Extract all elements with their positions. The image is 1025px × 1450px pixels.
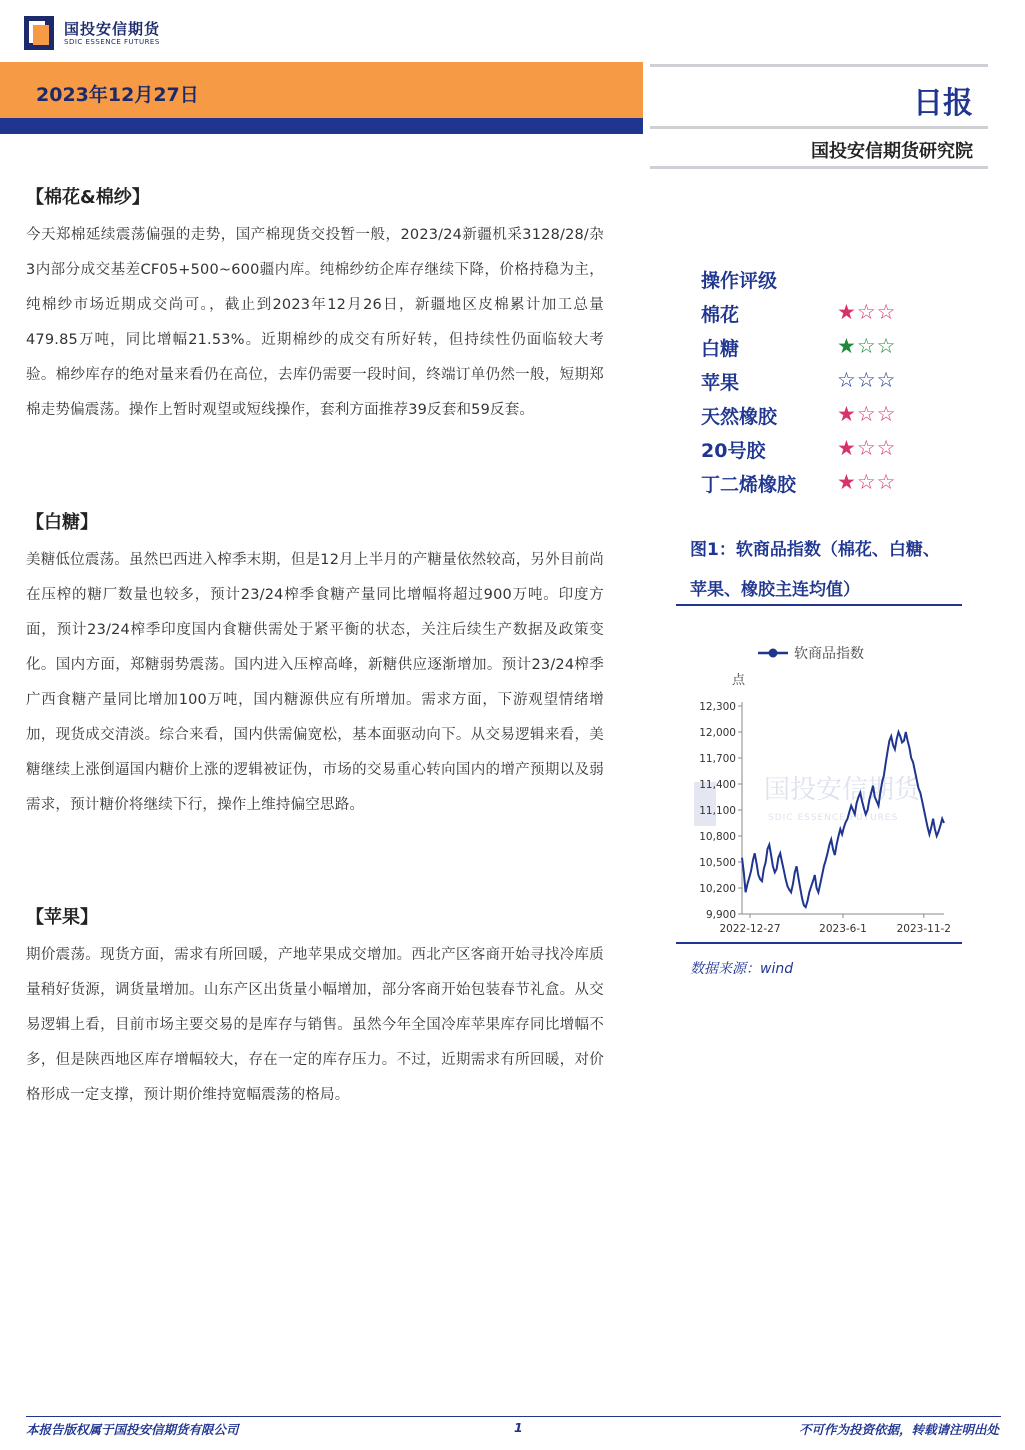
y-tick-label: 10,200 (699, 883, 736, 895)
section-title-apple: 【苹果】 (26, 907, 98, 928)
footer-disclaimer: 不可作为投资依据，转载请注明出处 (798, 1422, 999, 1437)
y-tick-label: 11,100 (699, 805, 736, 817)
watermark-subtext: SDIC ESSENCE FUTURES (768, 813, 899, 823)
report-type: 日报 (913, 86, 973, 121)
watermark-text: 国投安信期货 (764, 775, 921, 805)
x-tick-label: 2023-11-2 (896, 923, 951, 935)
rating-row (701, 300, 931, 330)
figure-divider (676, 604, 962, 606)
divider (650, 64, 988, 67)
star-rating-icon: ★☆☆ (837, 436, 897, 460)
y-tick-label: 9,900 (705, 909, 736, 921)
chart-legend (758, 645, 864, 662)
divider (650, 166, 988, 169)
rating-name: 天然橡胶 (701, 406, 778, 428)
section-text-apple: 期价震荡。现货方面，需求有所回暖，产地苹果成交增加。西北产区客商开始寻找冷库质量稍好货源，调货量增加。山东产区出货量小幅增加，部分客商开始包装春节礼盒。从交易逻辑上看，目前市场主要交易的是库存与销售。虽然今年全国冷库苹果库存同比增幅不多，但是陕西地区库存增幅较大，存在一定的库存压力。不过，近期需求有所回暖，对价格形成一定支撑，预计期价维持宽幅震荡的格局。 (26, 947, 604, 1103)
y-tick-label: 12,300 (699, 701, 736, 713)
y-tick-label: 10,800 (699, 831, 736, 843)
x-tick-label: 2022-12-27 (719, 923, 781, 935)
rating-title: 操作评级 (701, 270, 778, 292)
y-tick-label: 11,400 (699, 779, 736, 791)
divider (650, 126, 988, 129)
header-stripe (0, 118, 643, 134)
star-rating-icon: ★☆☆ (837, 402, 897, 426)
y-tick-label: 10,500 (699, 857, 736, 869)
rating-name: 棉花 (701, 304, 740, 326)
footer-divider (26, 1416, 1001, 1417)
line-chart (676, 630, 962, 940)
rating-row (701, 470, 931, 500)
section-text-cotton: 今天郑棉延续震荡偏强的走势，国产棉现货交投暂一般，2023/24新疆机采3128/28/杂3内部分成交基差CF05+500~600疆内库。纯棉纱纺企库存继续下降，价格持稳为主，纯棉纱市场近期成交尚可。，截止到2023年12月26日，新疆地区皮棉累计加工总量479.85万吨，同比增幅21.53%。近期棉纱的成交有所好转，但持续性仍面临较大考验。棉纱库存的绝对量来看仍在高位，去库仍需要一段时间，终端订单仍然一般，短期郑棉走势偏震荡。操作上暂时观望或短线操作，套利方面推荐39反套和59反套。 (26, 227, 604, 418)
rating-row (701, 368, 931, 398)
star-rating-icon: ★☆☆ (837, 300, 897, 324)
rating-name: 苹果 (701, 372, 740, 394)
figure-title: 图1：软商品指数（棉花、白糖、苹果、橡胶主连均值） (690, 540, 940, 600)
logo-text: 国投安信期货 (64, 20, 161, 38)
chart-divider (676, 942, 962, 944)
legend-label: 软商品指数 (794, 646, 864, 662)
rating-row (701, 436, 931, 466)
institute-name: 国投安信期货研究院 (811, 141, 973, 162)
star-rating-icon: ★☆☆ (837, 334, 897, 358)
rating-name: 白糖 (701, 338, 740, 360)
section-text-sugar: 美糖低位震荡。虽然巴西进入榨季末期，但是12月上半月的产糖量依然较高，另外目前尚在压榨的糖厂数量也较多，预计23/24榨季食糖产量同比增幅将超过900万吨。印度方面，预计23/24榨季印度国内食糖供需处于紧平衡的状态，关注后续生产数据及政策变化。国内方面，郑糖弱势震荡。国内进入压榨高峰，新糖供应逐渐增加。预计23/24榨季广西食糖产量同比增加100万吨，国内糖源供应有所增加。需求方面，下游观望情绪增加，现货成交清淡。综合来看，国内供需偏宽松，基本面驱动向下。从交易逻辑来看，美糖继续上涨倒逼国内糖价上涨的逻辑被证伪，市场的交易重心转向国内的增产预期以及弱需求，预计糖价将继续下行，操作上维持偏空思路。 (26, 552, 604, 813)
footer-copyright: 本报告版权属于国投安信期货有限公司 (26, 1422, 239, 1437)
star-rating-icon: ☆☆☆ (837, 368, 897, 392)
y-axis-unit: 点 (732, 673, 746, 688)
page-number: 1 (514, 1420, 523, 1435)
rating-row (701, 334, 931, 364)
y-tick-label: 12,000 (699, 727, 736, 739)
rating-name: 丁二烯橡胶 (701, 474, 797, 496)
y-tick-label: 11,700 (699, 753, 736, 765)
section-title-cotton: 【棉花&棉纱】 (26, 187, 150, 208)
star-rating-icon: ★☆☆ (837, 470, 897, 494)
x-tick-label: 2023-6-1 (819, 923, 867, 935)
section-title-sugar: 【白糖】 (26, 512, 98, 533)
rating-name: 20号胶 (701, 440, 766, 462)
data-source: 数据来源：wind (690, 961, 794, 977)
legend-marker-icon (769, 649, 778, 658)
logo-subtext: SDIC ESSENCE FUTURES (64, 38, 160, 46)
company-logo-icon (24, 16, 54, 50)
report-date: 2023年12月27日 (36, 84, 199, 106)
rating-row (701, 402, 931, 432)
